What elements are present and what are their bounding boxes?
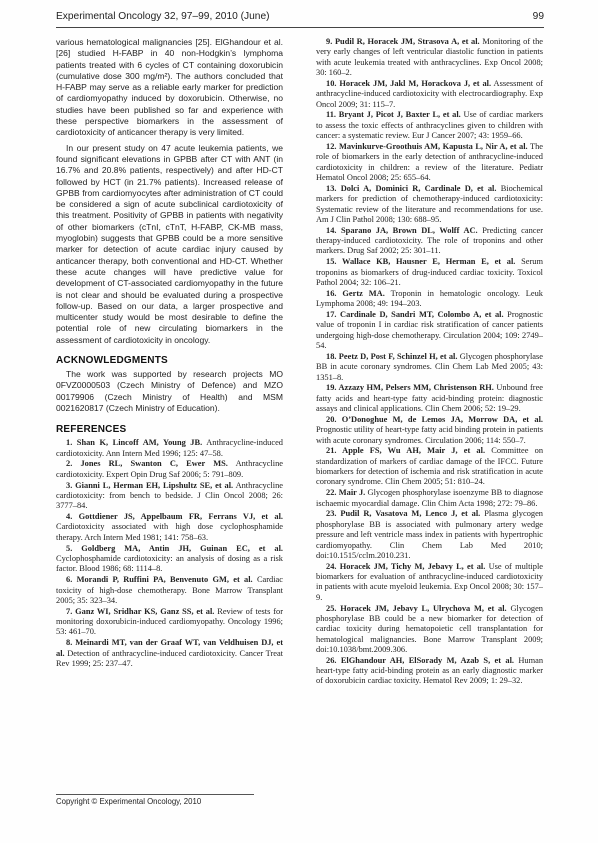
discussion-paragraph-1: various hematological malignancies [25]. ElGhandour et al. [26] studied H-FABP in 40 non-Hodgkin’s lymphoma patients treated with 6 cycles of CT containing doxorubicin (cumulative dose 300 mg/m²). The authors concluded that H-FABP may serve as a reliable early marker for prediction of cardiomyopathy induced by doxorubicin. Otherwise, no studies have been published so far and experience with these perspective biomarkers in the assessment of cardiotoxicity of anticancer therapy is very limited. — [56, 37, 283, 138]
acknowledgments-heading: ACKNOWLEDGMENTS — [56, 355, 168, 367]
reference-item: 3. Gianni L, Herman EH, Lipshultz SE, et al. Anthracycline cardiotoxicity: from bench to bedside. J Clin Oncol 2008; 26: 3777–84. — [56, 480, 283, 511]
copyright-notice: Copyright © Experimental Oncology, 2010 — [56, 797, 202, 806]
references-heading: REFERENCES — [56, 424, 127, 436]
reference-item: 22. Mair J. Glycogen phosphorylase isoenzyme BB to diagnose ischaemic myocardial damage. Clin Chim Acta 1998; 272: 79–86. — [316, 488, 543, 508]
journal-citation: Experimental Oncology 32, 97–99, 2010 (June) — [56, 11, 270, 22]
reference-list-left — [56, 438, 283, 669]
reference-item: 19. Azzazy HM, Pelsers MM, Christenson RH. Unbound free fatty acids and heart-type fatty acid-binding protein: diagnostic assays and clinical applications. Clin Chem 2006; 52: 19–29. — [316, 383, 544, 414]
reference-item: 10. Horacek JM, Jakl M, Horackova J, et al. Assessment of anthracycline-induced cardiotoxicity with electrocardiography. Exp Oncol 2009; 31: 115–7. — [316, 78, 543, 109]
discussion-paragraph-2: In our present study on 47 acute leukemia patients, we found significant elevations in GPBB after CT with ANT (in 16.7% and 20.8% patients, respectively) and after HD-CT followed by HCT (in 21.7% patients). Increased release of GPBB from cardiomyocytes after administration of CT could be considered a sign of acute subclinical cardiotoxicity of this treatment. Positivity of GPBB in patients with negativity of other biomarkers (cTnI, cTnT, H-FABP, CK-MB mass, myoglobin) suggests that GPBB could be a more sensitive marker for detection of acute cardiac injury caused by anticancer therapy, both conventional and HD-CT. Whether these acute changes will have predictive value for development of CT-associated cardiomyopathy in the future is not clear and should be evaluated during a prospective follow-up. Based on our data, a larger prospective and multicenter study would be most desirable to define the potential role of new circulating biomarkers in the assessment of cardiotoxicity in oncology. — [56, 142, 283, 345]
left-column — [56, 37, 283, 670]
acknowledgments-text: The work was supported by research projects MO 0FVZ0000503 (Czech Ministry of Defence) and MZO 00179906 (Czech Ministry of Health) and MSM 0021620817 (Czech Ministry of Education). — [56, 369, 283, 413]
page-number: 99 — [532, 11, 544, 22]
reference-item: 2. Jones RL, Swanton C, Ewer MS. Anthracycline cardiotoxicity. Expert Opin Drug Saf 2006; 5: 791–809. — [56, 459, 283, 479]
reference-item: 16. Gertz MA. Troponin in hematologic oncology. Leuk Lymphoma 2008; 49: 194–203. — [316, 288, 543, 309]
right-column — [316, 37, 543, 687]
reference-item: 20. O’Donoghue M, de Lemos JA, Morrow DA, et al. Prognostic utility of heart-type fatty acid binding protein in patients with acute coronary syndromes. Circulation 2006; 114: 550–7. — [316, 414, 543, 445]
header-rule — [56, 27, 544, 28]
reference-item: 17. Cardinale D, Sandri MT, Colombo A, et al. Prognostic value of troponin I in cardiac risk stratification of cancer patients undergoing high-dose chemotherapy. Circulation 2004; 109: 2749–54. — [316, 309, 543, 350]
reference-item: 21. Apple FS, Wu AH, Mair J, et al. Committee on standardization of markers of cardiac damage of the IFCC. Future biomarkers for detection of ischemia and risk stratification in acute coronary syndrome. Clin Chem 2005; 51: 810–24. — [316, 446, 544, 487]
reference-item: 12. Mavinkurve-Groothuis AM, Kapusta L, Nir A, et al. The role of biomarkers in the early detection of anthracycline-induced cardiotoxicity in children: a review of the literature. Pediatr Hematol Oncol 2008; 25: 655–64. — [316, 141, 543, 182]
reference-item: 23. Pudil R, Vasatova M, Lenco J, et al. Plasma glycogen phosphorylase BB is associated with pulmonary artery wedge pressure and left ventricle mass index in patients with hypertrophic cardiomyopathy. Clin Chem Lab Med 2010; doi:10.1515/cclm.2010.231. — [316, 509, 543, 560]
reference-item: 11. Bryant J, Picot J, Baxter L, et al. Use of cardiac markers to assess the toxic effects of anthracyclines given to children with cancer: a systematic review. Eur J Cancer 2007; 43: 1959–66. — [316, 110, 543, 141]
reference-item: 6. Morandi P, Ruffini PA, Benvenuto GM, et al. Cardiac toxicity of high-dose chemotherapy. Bone Marrow Transplant 2005; 35: 323–34. — [56, 575, 283, 605]
reference-item: 15. Wallace KB, Hausner E, Herman E, et al. Serum troponins as biomarkers of drug-induced cardiac toxicity. Toxicol Pathol 2004; 32: 106–21. — [316, 257, 543, 287]
reference-item: 14. Sparano JA, Brown DL, Wolff AC. Predicting cancer therapy-induced cardiotoxicity. The role of troponins and other markers. Drug Saf 2002; 25: 301–11. — [316, 225, 543, 256]
reference-item: 18. Peetz D, Post F, Schinzel H, et al. Glycogen phosphorylase BB in acute coronary syndromes. Clin Chem Lab Med 2005; 43: 1351–8. — [316, 351, 543, 382]
reference-item: 8. Meinardi MT, van der Graaf WT, van Veldhuisen DJ, et al. Detection of anthracycline-induced cardiotoxicity. Cancer Treat Rev 1999; 25: 237–47. — [56, 638, 283, 668]
reference-item: 7. Ganz WI, Sridhar KS, Ganz SS, et al. Review of tests for monitoring doxorubicin-induced cardiomyopathy. Oncology 1996; 53: 461–70. — [56, 606, 283, 637]
reference-item: 13. Dolci A, Dominici R, Cardinale D, et al. Biochemical markers for prediction of chemotherapy-induced cardiotoxicity: Systematic review of the literature and recommendations for use. Am J Clin Pathol 2008; 130: 688–95. — [316, 183, 544, 224]
footer-rule — [56, 794, 254, 795]
reference-item: 4. Gottdiener JS, Appelbaum FR, Ferrans VJ, et al. Cardiotoxicity associated with high dose cyclophosphamide therapy. Arch Intern Med 1981; 141: 758–63. — [56, 512, 283, 542]
reference-item: 26. ElGhandour AH, ElSorady M, Azab S, et al. Human heart-type fatty acid-binding protein as an early diagnostic marker of doxorubicin cardiac toxicity. Hematol Rev 2009; 1: 29–32. — [316, 655, 544, 686]
running-head — [56, 11, 544, 27]
reference-list-right — [316, 37, 543, 687]
reference-item: 1. Shan K, Lincoff AM, Young JB. Anthracycline-induced cardiotoxicity. Ann Intern Med 1996; 125: 47–58. — [56, 438, 283, 458]
reference-item: 24. Horacek JM, Tichy M, Jebavy L, et al. Use of multiple biomarkers for evaluation of anthracycline-induced cardiotoxicity in patients with acute myeloid leukemia. Exp Oncol 2008; 30: 157–9. — [316, 561, 544, 602]
reference-item: 5. Goldberg MA, Antin JH, Guinan EC, et al. Cyclophosphamide cardiotoxicity: an analysis of dosing as a risk factor. Blood 1986; 68: 1114–8. — [56, 543, 283, 574]
reference-item: 25. Horacek JM, Jebavy L, Ulrychova M, et al. Glycogen phosphorylase BB could be a new biomarker for detection of cardiac toxicity during hematopoietic cell transplantation for hematological malignancies. Bone Marrow Transplant 2009; doi:10.1038/bmt.2009.306. — [316, 603, 543, 654]
reference-item: 9. Pudil R, Horacek JM, Strasova A, et al. Monitoring of the very early changes of left ventricular diastolic function in patients with acute leukemia treated with anthracyclines. Exp Oncol 2008; 30: 160–2. — [316, 37, 544, 78]
